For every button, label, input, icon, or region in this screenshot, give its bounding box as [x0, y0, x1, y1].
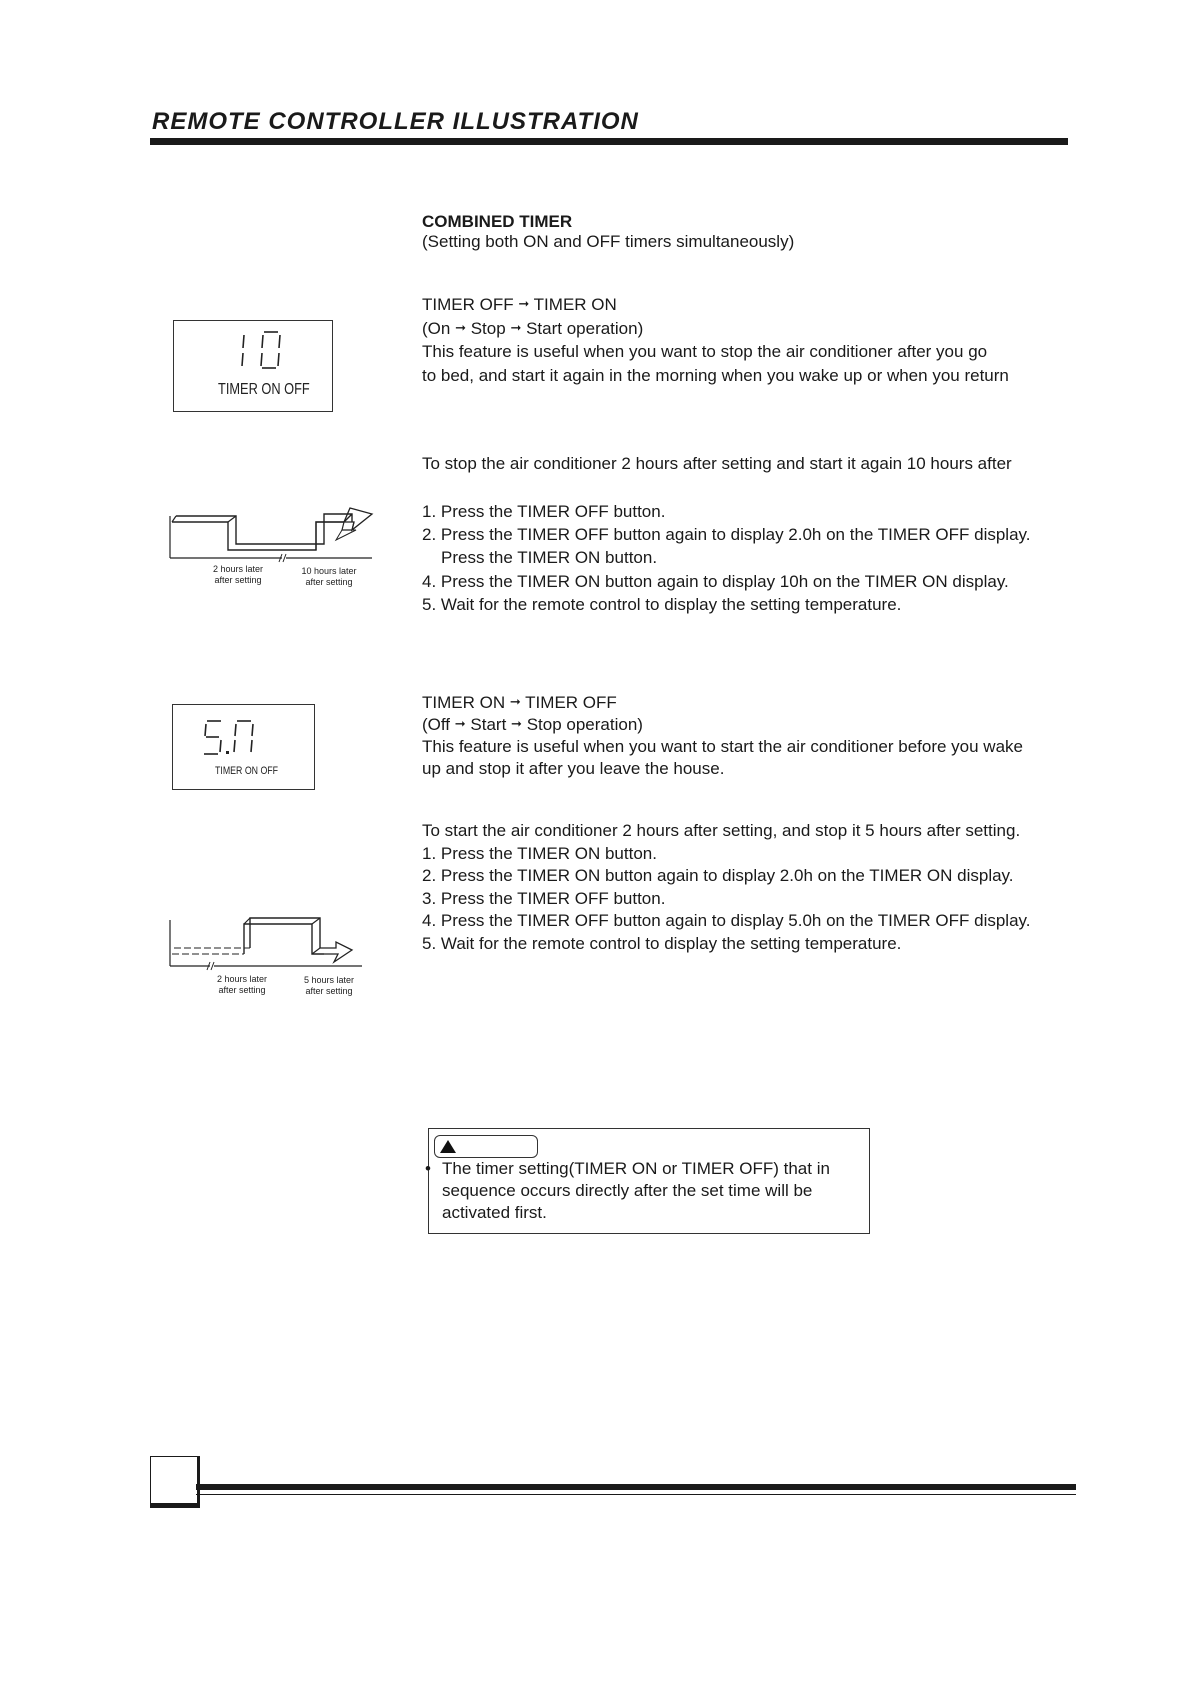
step-1-1: 1. Press the TIMER OFF button. [422, 502, 666, 521]
seq-c: Start operation) [526, 319, 644, 338]
description-1b: to bed, and start it again in the morning when you wake up or when you return [422, 366, 1009, 385]
warning-triangle-icon [439, 1139, 459, 1155]
step-1-2: 2. Press the TIMER OFF button again to display 2.0h on the TIMER OFF display. [422, 525, 1031, 544]
step-1-3: Press the TIMER ON button. [441, 548, 658, 567]
mode-to: TIMER ON [533, 295, 617, 314]
mode-line-1 [422, 292, 617, 316]
description-2a: This feature is useful when you want to start the air conditioner before you wake [422, 737, 1023, 756]
footer-rule [196, 1484, 1076, 1490]
description-1a: This feature is useful when you want to stop the air conditioner after you go [422, 342, 988, 361]
example-2: To start the air conditioner 2 hours after setting, and stop it 5 hours after setting. [422, 821, 1021, 840]
mode-from: TIMER OFF [422, 295, 514, 314]
lcd-display-1 [173, 320, 333, 412]
diagram-1-right-label-2: after setting [305, 577, 353, 587]
right-arrow-icon: ➞ [509, 694, 521, 709]
right-arrow-icon: ➞ [455, 320, 466, 335]
title-rule [150, 138, 1068, 145]
sequence-line-1 [422, 316, 643, 340]
mode-line-2 [422, 690, 617, 714]
step-2-4: 4. Press the TIMER OFF button again to display 5.0h on the TIMER OFF display. [422, 911, 1031, 930]
seq-b: Start [470, 715, 507, 734]
diagram-1-left-label-2: after setting [214, 575, 262, 585]
timer-diagram-2 [166, 910, 366, 1005]
step-2-2: 2. Press the TIMER ON button again to display 2.0h on the TIMER ON display. [422, 866, 1014, 885]
description-2b: up and stop it after you leave the house. [422, 759, 725, 778]
diagram-1-right-label-1: 10 hours later [301, 566, 357, 576]
diagram-2-left-label-2: after setting [218, 985, 266, 995]
step-1-5: 5. Wait for the remote control to display the setting temperature. [422, 595, 902, 614]
step-2-1: 1. Press the TIMER ON button. [422, 844, 657, 863]
note-tag [434, 1135, 538, 1158]
lcd-label-1: TIMER ON OFF [218, 381, 310, 398]
page-title: REMOTE CONTROLLER ILLUSTRATION [152, 108, 639, 135]
page-number-box [150, 1456, 198, 1504]
right-arrow-icon: ➞ [518, 296, 530, 311]
seq-a: (Off [422, 715, 451, 734]
lcd-digits-1 [174, 321, 332, 377]
diagram-2-right-label-1: 5 hours later [303, 975, 355, 985]
step-2-3: 3. Press the TIMER OFF button. [422, 889, 666, 908]
lcd-digits-2 [173, 705, 314, 761]
note-line-3: activated first. [442, 1203, 547, 1222]
example-1: To stop the air conditioner 2 hours after setting and start it again 10 hours after [422, 454, 1012, 473]
seq-c: Stop operation) [526, 715, 643, 734]
lcd-label-2: TIMER ON OFF [215, 765, 279, 777]
timer-diagram-1 [166, 500, 376, 590]
mode-to: TIMER OFF [525, 693, 617, 712]
mode-from: TIMER ON [422, 693, 506, 712]
note-bullet: • [425, 1159, 431, 1178]
footer-rule-thin [196, 1494, 1076, 1495]
diagram-2-right-label-2: after setting [305, 986, 353, 996]
right-arrow-icon: ➞ [511, 716, 522, 731]
section-heading: COMBINED TIMER [422, 212, 573, 231]
right-arrow-icon: ➞ [454, 716, 466, 731]
section-subheading: (Setting both ON and OFF timers simultaneously) [422, 232, 795, 251]
step-2-5: 5. Wait for the remote control to display the setting temperature. [422, 934, 902, 953]
diagram-1-left-label-1: 2 hours later [212, 564, 264, 574]
lcd-display-2 [172, 704, 315, 790]
note-line-1: The timer setting(TIMER ON or TIMER OFF) that in [442, 1159, 830, 1178]
right-arrow-icon: ➞ [510, 320, 522, 335]
seq-a: (On [422, 319, 451, 338]
step-1-4: 4. Press the TIMER ON button again to display 10h on the TIMER ON display. [422, 572, 1009, 591]
diagram-2-left-label-1: 2 hours later [216, 974, 268, 984]
sequence-line-2 [422, 712, 643, 736]
seq-b: Stop [470, 319, 506, 338]
note-line-2: sequence occurs directly after the set time will be [442, 1181, 813, 1200]
